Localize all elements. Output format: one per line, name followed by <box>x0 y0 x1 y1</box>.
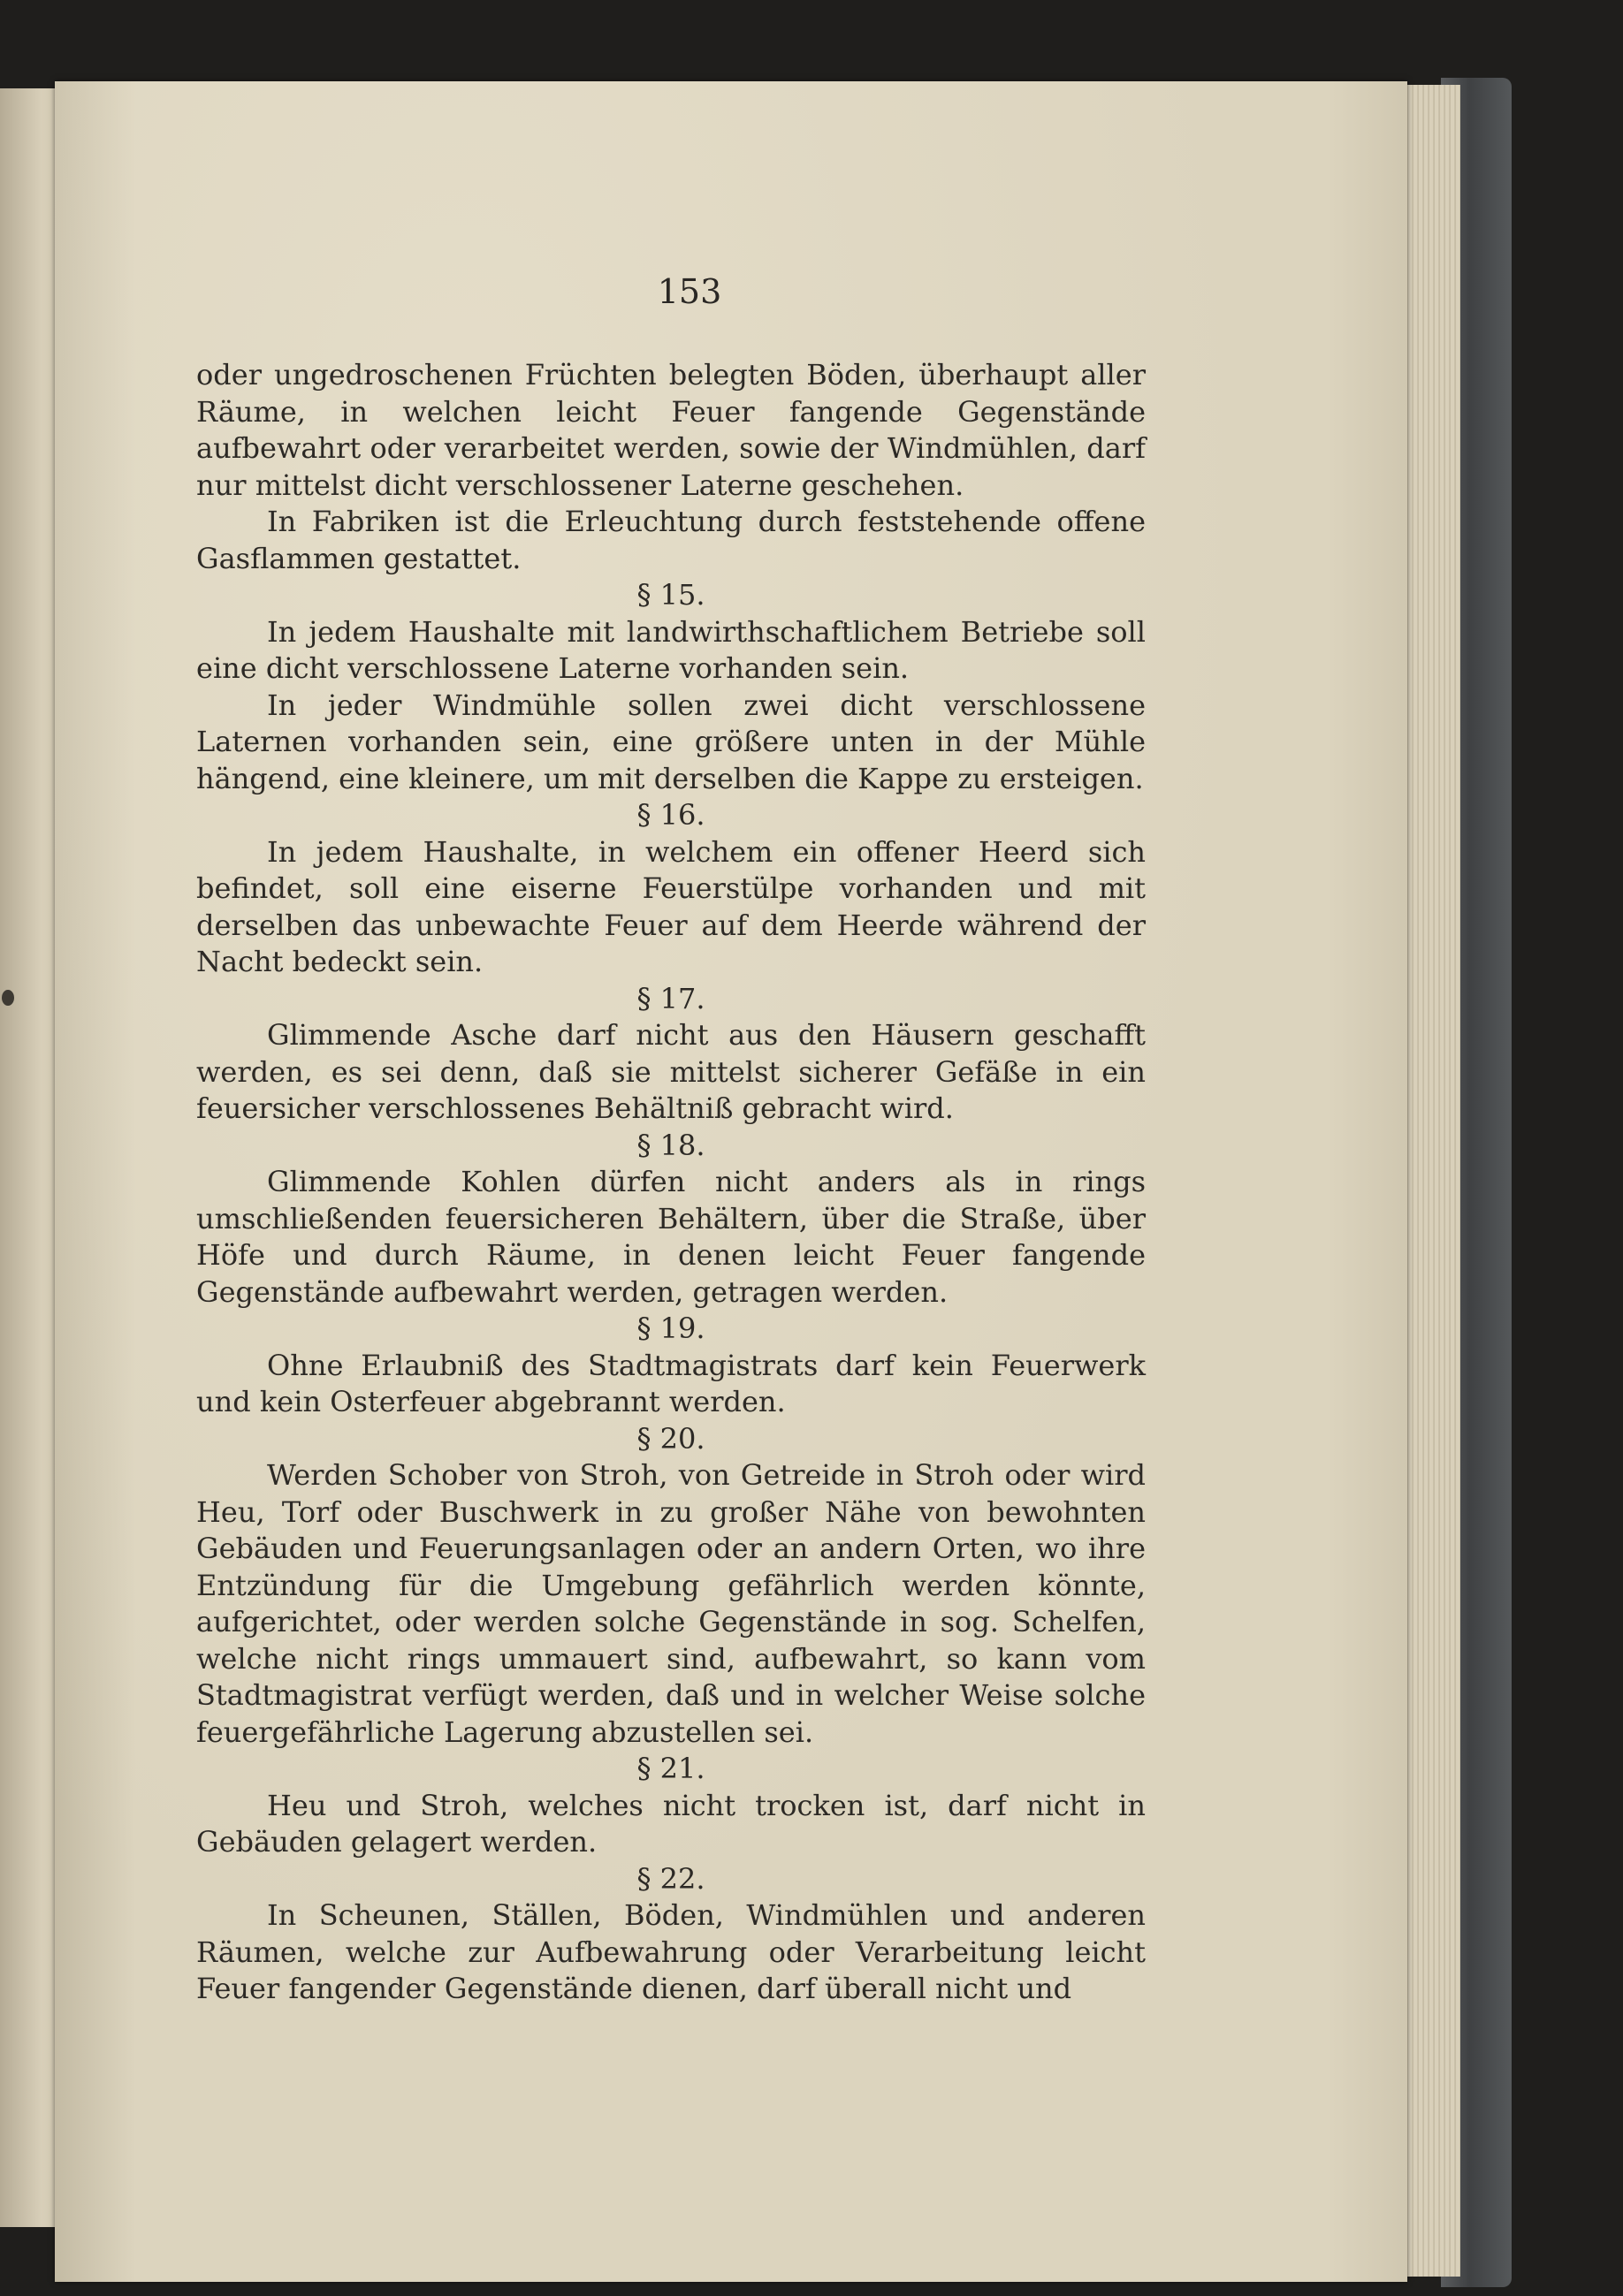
section-heading: § 18. <box>636 1128 705 1162</box>
paragraph: In Fabriken ist die Erleuchtung durch feststehende offene Gasflammen gestattet. <box>196 505 1146 575</box>
paragraph: Glimmende Asche darf nicht aus den Häusern geschafft werden, es sei denn, daß sie mittelst sicherer Gefäße in ein feuersicher verschlossenes Behältniß gebracht wird. <box>196 1018 1146 1125</box>
paragraph: In jedem Haushalte, in welchem ein offener Heerd sich befindet, soll eine eiserne Feuerstülpe vorhanden und mit derselben das unbewachte Feuer auf dem Heerde während der Nacht bedeckt sein. <box>196 834 1146 978</box>
paragraph: In Scheunen, Ställen, Böden, Windmühlen und anderen Räumen, welche zur Aufbewahrung oder Verarbeitung leicht Feuer fangender Gegenstände dienen, darf überall nicht und <box>196 1898 1146 2005</box>
paragraph: In jedem Haushalte mit landwirthschaftlichem Betriebe soll eine dicht verschlossene Laterne vorhanden sein. <box>196 614 1146 685</box>
paragraph: Ohne Erlaubniß des Stadtmagistrats darf kein Feuerwerk und kein Osterfeuer abgebrannt werden. <box>196 1348 1146 1418</box>
section-heading: § 15. <box>636 578 705 612</box>
section-heading: § 17. <box>636 981 705 1015</box>
section-heading: § 16. <box>636 798 705 832</box>
section-heading: § 21. <box>636 1752 705 1785</box>
section-heading: § 20. <box>636 1421 705 1456</box>
page-body-text <box>196 357 1146 2008</box>
paragraph: In jeder Windmühle sollen zwei dicht verschlossene Laternen vorhanden sein, eine größere unten in der Mühle hängend, eine kleinere, um mit derselben die Kappe zu ersteigen. <box>196 688 1146 795</box>
ink-spot <box>2 990 14 1006</box>
page-number: 153 <box>657 272 722 311</box>
paragraph: oder ungedroschenen Früchten belegten Böden, überhaupt aller Räume, in welchen leicht Feuer fangende Gegenstände aufbewahrt oder verarbeitet werden, sowie der Windmühlen, darf nur mittelst dicht verschlossener Laterne geschehen. <box>196 358 1146 502</box>
paragraph: Werden Schober von Stroh, von Getreide in Stroh oder wird Heu, Torf oder Buschwerk in zu großer Nähe von bewohnten Gebäuden und Feuerungsanlagen oder an andern Orten, wo ihre Entzündung für die Umgebung gefährlich werden könnte, aufgerichtet, oder werden solche Gegenstände in sog. Schelfen, welche nicht rings ummauert sind, aufbewahrt, so kann vom Stadtmagistrat verfügt werden, daß und in welcher Weise solche feuergefährliche Lagerung abzustellen sei. <box>196 1458 1146 1749</box>
paragraph: Heu und Stroh, welches nicht trocken ist, darf nicht in Gebäuden gelagert werden. <box>196 1788 1146 1859</box>
section-heading: § 22. <box>636 1861 705 1896</box>
paragraph: Glimmende Kohlen dürfen nicht anders als in rings umschließenden feuersicheren Behältern, über die Straße, über Höfe und durch Räume, in denen leicht Feuer fangende Gegenstände aufbewahrt werden, getragen werden. <box>196 1165 1146 1309</box>
section-heading: § 19. <box>636 1311 705 1345</box>
